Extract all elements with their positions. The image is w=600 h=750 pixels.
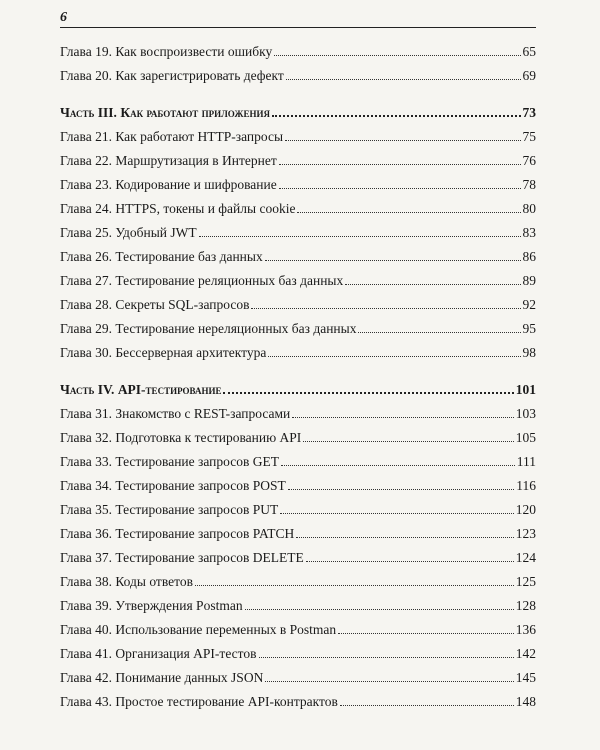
toc-entry-text: Использование переменных в Postman: [115, 622, 337, 637]
dot-leader: [338, 633, 514, 634]
toc-chapter-entry[interactable]: [60, 638, 536, 662]
toc-chapter-entry[interactable]: [60, 590, 536, 614]
toc-entry-text: Утверждения Postman: [115, 598, 243, 613]
toc-entry-text: Тестирование запросов GET: [115, 454, 279, 469]
toc-entry-label: Глава 27.: [60, 273, 112, 288]
toc-part-entry[interactable]: [60, 374, 536, 398]
toc-part-entry[interactable]: [60, 97, 536, 121]
toc-entry-title: [60, 321, 356, 337]
dot-leader: [251, 308, 520, 309]
toc-entry-page: 103: [515, 406, 536, 421]
dot-leader: [303, 441, 513, 442]
toc-entry-text: Секреты SQL-запросов: [115, 297, 250, 312]
toc-entry-label: Глава 37.: [60, 550, 112, 565]
dot-leader: [285, 140, 520, 141]
toc-entry-label: Глава 42.: [60, 670, 112, 685]
toc-chapter-entry[interactable]: [60, 217, 536, 241]
dot-leader: [286, 79, 521, 80]
dot-leader: [279, 164, 521, 165]
toc-entry-title: [60, 526, 294, 542]
toc-entry-page: 73: [522, 105, 536, 120]
toc-entry-label: Глава 24.: [60, 201, 112, 216]
toc-entry-text: Как воспроизвести ошибку: [115, 44, 273, 59]
header-rule: [60, 27, 536, 28]
dot-leader: [340, 705, 514, 706]
toc-entry-title: [60, 44, 272, 60]
toc-entry-title: [60, 153, 277, 169]
toc-entry-text: Коды ответов: [115, 574, 193, 589]
toc-chapter-entry[interactable]: [60, 36, 536, 60]
toc-chapter-entry[interactable]: [60, 313, 536, 337]
toc-entry-title: [60, 622, 336, 638]
toc-entry-title: [60, 201, 295, 217]
toc-entry-title: [60, 68, 284, 84]
toc-entry-text: Тестирование баз данных: [115, 249, 263, 264]
toc-entry-text: Тестирование запросов PATCH: [115, 526, 295, 541]
toc-entry-label: Глава 21.: [60, 129, 112, 144]
toc-entry-text: Кодирование и шифрование: [115, 177, 277, 192]
toc-entry-page: 123: [515, 526, 536, 541]
section-gap: [60, 84, 536, 97]
toc-entry-label: Глава 38.: [60, 574, 112, 589]
toc-entry-text: API-тестирование: [117, 382, 222, 397]
dot-leader: [296, 537, 514, 538]
dot-leader: [306, 561, 514, 562]
toc-entry-title: [60, 646, 257, 662]
dot-leader: [292, 417, 513, 418]
toc-entry-label: Глава 20.: [60, 68, 112, 83]
toc-entry-label: Глава 36.: [60, 526, 112, 541]
toc-chapter-entry[interactable]: [60, 566, 536, 590]
toc-entry-page: 83: [522, 225, 536, 240]
toc-entry-title: [60, 454, 279, 470]
toc-entry-page: 105: [515, 430, 536, 445]
toc-entry-page: 76: [522, 153, 536, 168]
toc-entry-title: [60, 345, 266, 361]
toc-entry-text: Понимание данных JSON: [115, 670, 264, 685]
toc-chapter-entry[interactable]: [60, 265, 536, 289]
table-of-contents: [60, 36, 536, 710]
toc-entry-page: 120: [515, 502, 536, 517]
toc-entry-title: [60, 406, 290, 422]
toc-chapter-entry[interactable]: [60, 662, 536, 686]
toc-chapter-entry[interactable]: [60, 169, 536, 193]
toc-chapter-entry[interactable]: [60, 494, 536, 518]
dot-leader: [274, 55, 520, 56]
toc-chapter-entry[interactable]: [60, 614, 536, 638]
dot-leader: [259, 657, 514, 658]
toc-chapter-entry[interactable]: [60, 289, 536, 313]
toc-entry-text: HTTPS, токены и файлы cookie: [115, 201, 296, 216]
toc-entry-page: 92: [522, 297, 536, 312]
toc-chapter-entry[interactable]: [60, 686, 536, 710]
toc-entry-page: 98: [522, 345, 536, 360]
toc-chapter-entry[interactable]: [60, 193, 536, 217]
toc-entry-title: [60, 430, 301, 446]
dot-leader: [265, 681, 513, 682]
dot-leader: [345, 284, 520, 285]
dot-leader: [223, 392, 513, 394]
toc-entry-page: 145: [515, 670, 536, 685]
toc-entry-label: Глава 41.: [60, 646, 112, 661]
dot-leader: [297, 212, 520, 213]
dot-leader: [288, 489, 515, 490]
toc-chapter-entry[interactable]: [60, 241, 536, 265]
toc-chapter-entry[interactable]: [60, 518, 536, 542]
dot-leader: [272, 115, 521, 117]
toc-chapter-entry[interactable]: [60, 337, 536, 361]
toc-entry-title: [60, 502, 278, 518]
toc-entry-text: Удобный JWT: [115, 225, 197, 240]
toc-entry-page: 78: [522, 177, 536, 192]
toc-entry-page: 111: [516, 454, 536, 469]
toc-entry-title: [60, 670, 263, 686]
toc-entry-title: [60, 694, 338, 710]
toc-entry-page: 75: [522, 129, 536, 144]
dot-leader: [245, 609, 514, 610]
toc-entry-label: Часть IV.: [60, 382, 115, 397]
toc-entry-label: Глава 22.: [60, 153, 112, 168]
toc-chapter-entry[interactable]: [60, 422, 536, 446]
toc-entry-label: Глава 19.: [60, 44, 112, 59]
toc-entry-title: [60, 382, 221, 398]
toc-chapter-entry[interactable]: [60, 542, 536, 566]
toc-entry-text: Подготовка к тестированию API: [115, 430, 302, 445]
page-number: 6: [60, 10, 67, 25]
toc-entry-title: [60, 249, 263, 265]
toc-chapter-entry[interactable]: [60, 446, 536, 470]
toc-entry-label: Глава 29.: [60, 321, 112, 336]
dot-leader: [195, 585, 514, 586]
toc-entry-page: 136: [515, 622, 536, 637]
toc-entry-title: [60, 105, 270, 121]
toc-entry-label: Глава 28.: [60, 297, 112, 312]
toc-entry-page: 95: [522, 321, 536, 336]
toc-entry-label: Глава 35.: [60, 502, 112, 517]
toc-entry-label: Глава 43.: [60, 694, 112, 709]
toc-entry-page: 124: [515, 550, 536, 565]
toc-entry-page: 65: [522, 44, 536, 59]
toc-entry-page: 142: [515, 646, 536, 661]
toc-chapter-entry[interactable]: [60, 121, 536, 145]
toc-entry-text: Организация API-тестов: [115, 646, 257, 661]
toc-entry-page: 128: [515, 598, 536, 613]
dot-leader: [281, 465, 515, 466]
toc-entry-label: Глава 39.: [60, 598, 112, 613]
toc-entry-text: Как зарегистрировать дефект: [115, 68, 284, 83]
toc-entry-label: Часть III.: [60, 105, 117, 120]
toc-entry-text: Как работают HTTP-запросы: [115, 129, 284, 144]
toc-entry-title: [60, 574, 193, 590]
toc-entry-text: Тестирование запросов PUT: [115, 502, 279, 517]
toc-entry-text: Тестирование запросов POST: [115, 478, 286, 493]
toc-entry-title: [60, 273, 343, 289]
toc-entry-text: Маршрутизация в Интернет: [115, 153, 277, 168]
toc-entry-title: [60, 177, 277, 193]
toc-entry-title: [60, 598, 243, 614]
toc-entry-page: 86: [522, 249, 536, 264]
dot-leader: [268, 356, 520, 357]
toc-entry-text: Как работают приложения: [120, 105, 270, 120]
section-gap: [60, 361, 536, 374]
toc-entry-title: [60, 550, 304, 566]
toc-entry-page: 89: [522, 273, 536, 288]
toc-entry-page: 116: [516, 478, 536, 493]
toc-entry-label: Глава 40.: [60, 622, 112, 637]
dot-leader: [358, 332, 520, 333]
toc-entry-page: 148: [515, 694, 536, 709]
toc-chapter-entry[interactable]: [60, 470, 536, 494]
toc-entry-title: [60, 129, 283, 145]
toc-entry-text: Тестирование реляционных баз данных: [115, 273, 344, 288]
toc-entry-label: Глава 31.: [60, 406, 112, 421]
dot-leader: [280, 513, 514, 514]
toc-entry-text: Знакомство с REST-запросами: [115, 406, 291, 421]
toc-entry-title: [60, 478, 286, 494]
toc-entry-text: Тестирование нереляционных баз данных: [115, 321, 357, 336]
toc-entry-label: Глава 33.: [60, 454, 112, 469]
toc-entry-page: 125: [515, 574, 536, 589]
dot-leader: [279, 188, 521, 189]
toc-entry-text: Бессерверная архитектура: [115, 345, 267, 360]
toc-entry-text: Тестирование запросов DELETE: [115, 550, 304, 565]
dot-leader: [265, 260, 521, 261]
toc-entry-label: Глава 34.: [60, 478, 112, 493]
toc-entry-title: [60, 225, 197, 241]
toc-entry-title: [60, 297, 249, 313]
toc-chapter-entry[interactable]: [60, 60, 536, 84]
toc-entry-label: Глава 26.: [60, 249, 112, 264]
toc-chapter-entry[interactable]: [60, 398, 536, 422]
toc-chapter-entry[interactable]: [60, 145, 536, 169]
toc-entry-page: 80: [522, 201, 536, 216]
toc-entry-page: 101: [515, 382, 536, 397]
toc-entry-label: Глава 25.: [60, 225, 112, 240]
toc-entry-label: Глава 30.: [60, 345, 112, 360]
dot-leader: [199, 236, 521, 237]
toc-entry-label: Глава 32.: [60, 430, 112, 445]
toc-entry-text: Простое тестирование API-контрактов: [115, 694, 338, 709]
toc-entry-page: 69: [522, 68, 536, 83]
toc-entry-label: Глава 23.: [60, 177, 112, 192]
